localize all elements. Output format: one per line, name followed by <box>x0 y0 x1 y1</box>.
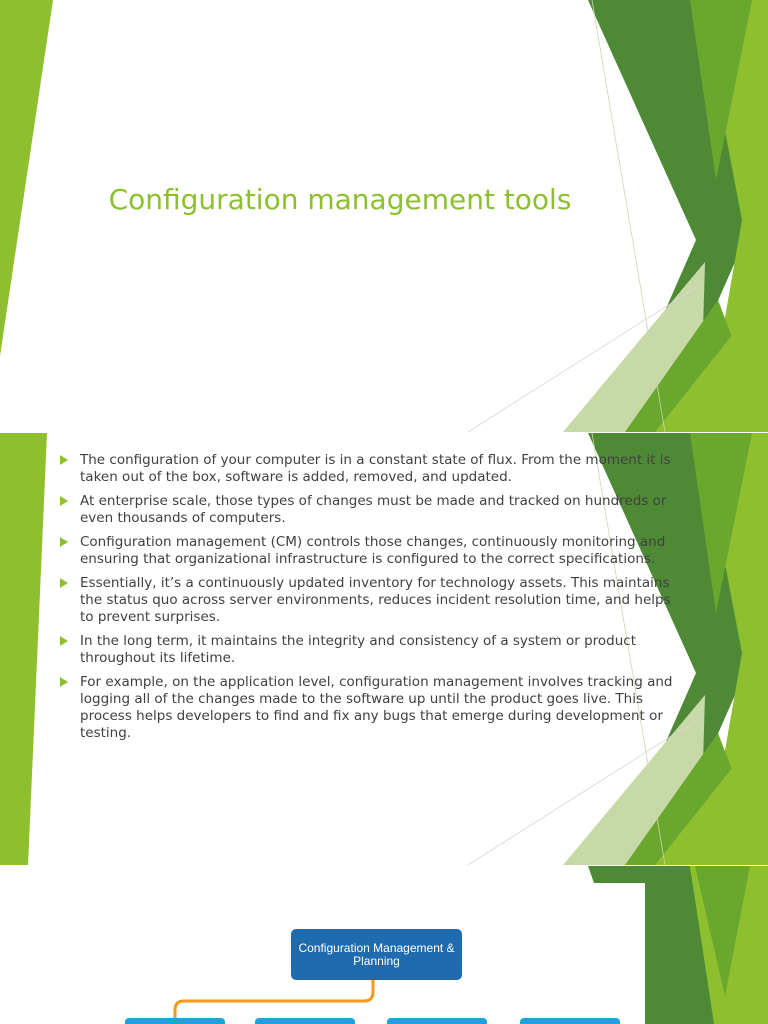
bullet-item <box>58 452 688 486</box>
diagram-child-node <box>125 1018 225 1024</box>
bullet-text: Configuration management (CM) controls those changes, continuously monitoring and ensuring that organizational infrastructure is configured to the correct specifications. <box>80 534 666 567</box>
diagram-child-node <box>520 1018 620 1024</box>
bullet-item <box>58 575 688 626</box>
diagram-child-node <box>387 1018 487 1024</box>
bullet-text: Essentially, it’s a continuously updated inventory for technology assets. This maintains the status quo across server environments, reduces incident resolution time, and helps to prevent surprises. <box>80 575 671 625</box>
bullet-text: The configuration of your computer is in a constant state of flux. From the moment it is taken out of the box, software is added, removed, and updated. <box>80 452 671 485</box>
triangle-bullet-icon <box>60 578 68 588</box>
bullet-item <box>58 493 688 527</box>
bullet-text: For example, on the application level, configuration management involves tracking and logging all of the changes made to the software up until the product goes live. This process helps developers to find and fix any bugs that emerge during development or testing. <box>80 674 673 741</box>
slide-title <box>0 0 768 432</box>
slide-title-text: Configuration management tools <box>108 183 572 216</box>
slide-diagram <box>0 866 768 1024</box>
bullet-text: At enterprise scale, those types of changes must be made and tracked on hundreds or even thousands of computers. <box>80 493 667 526</box>
triangle-bullet-icon <box>60 636 68 646</box>
bullet-item <box>58 674 688 742</box>
bullet-item <box>58 633 688 667</box>
slide-content <box>0 433 768 865</box>
slide-1-decoration <box>0 0 768 432</box>
bullet-item <box>58 534 688 568</box>
diagram-root-node: Configuration Management & Planning <box>291 929 462 980</box>
triangle-bullet-icon <box>60 455 68 465</box>
bullet-list <box>58 452 688 749</box>
triangle-bullet-icon <box>60 496 68 506</box>
triangle-bullet-icon <box>60 677 68 687</box>
bullet-text: In the long term, it maintains the integrity and consistency of a system or product throughout its lifetime. <box>80 633 636 666</box>
triangle-bullet-icon <box>60 537 68 547</box>
diagram-child-node <box>255 1018 355 1024</box>
